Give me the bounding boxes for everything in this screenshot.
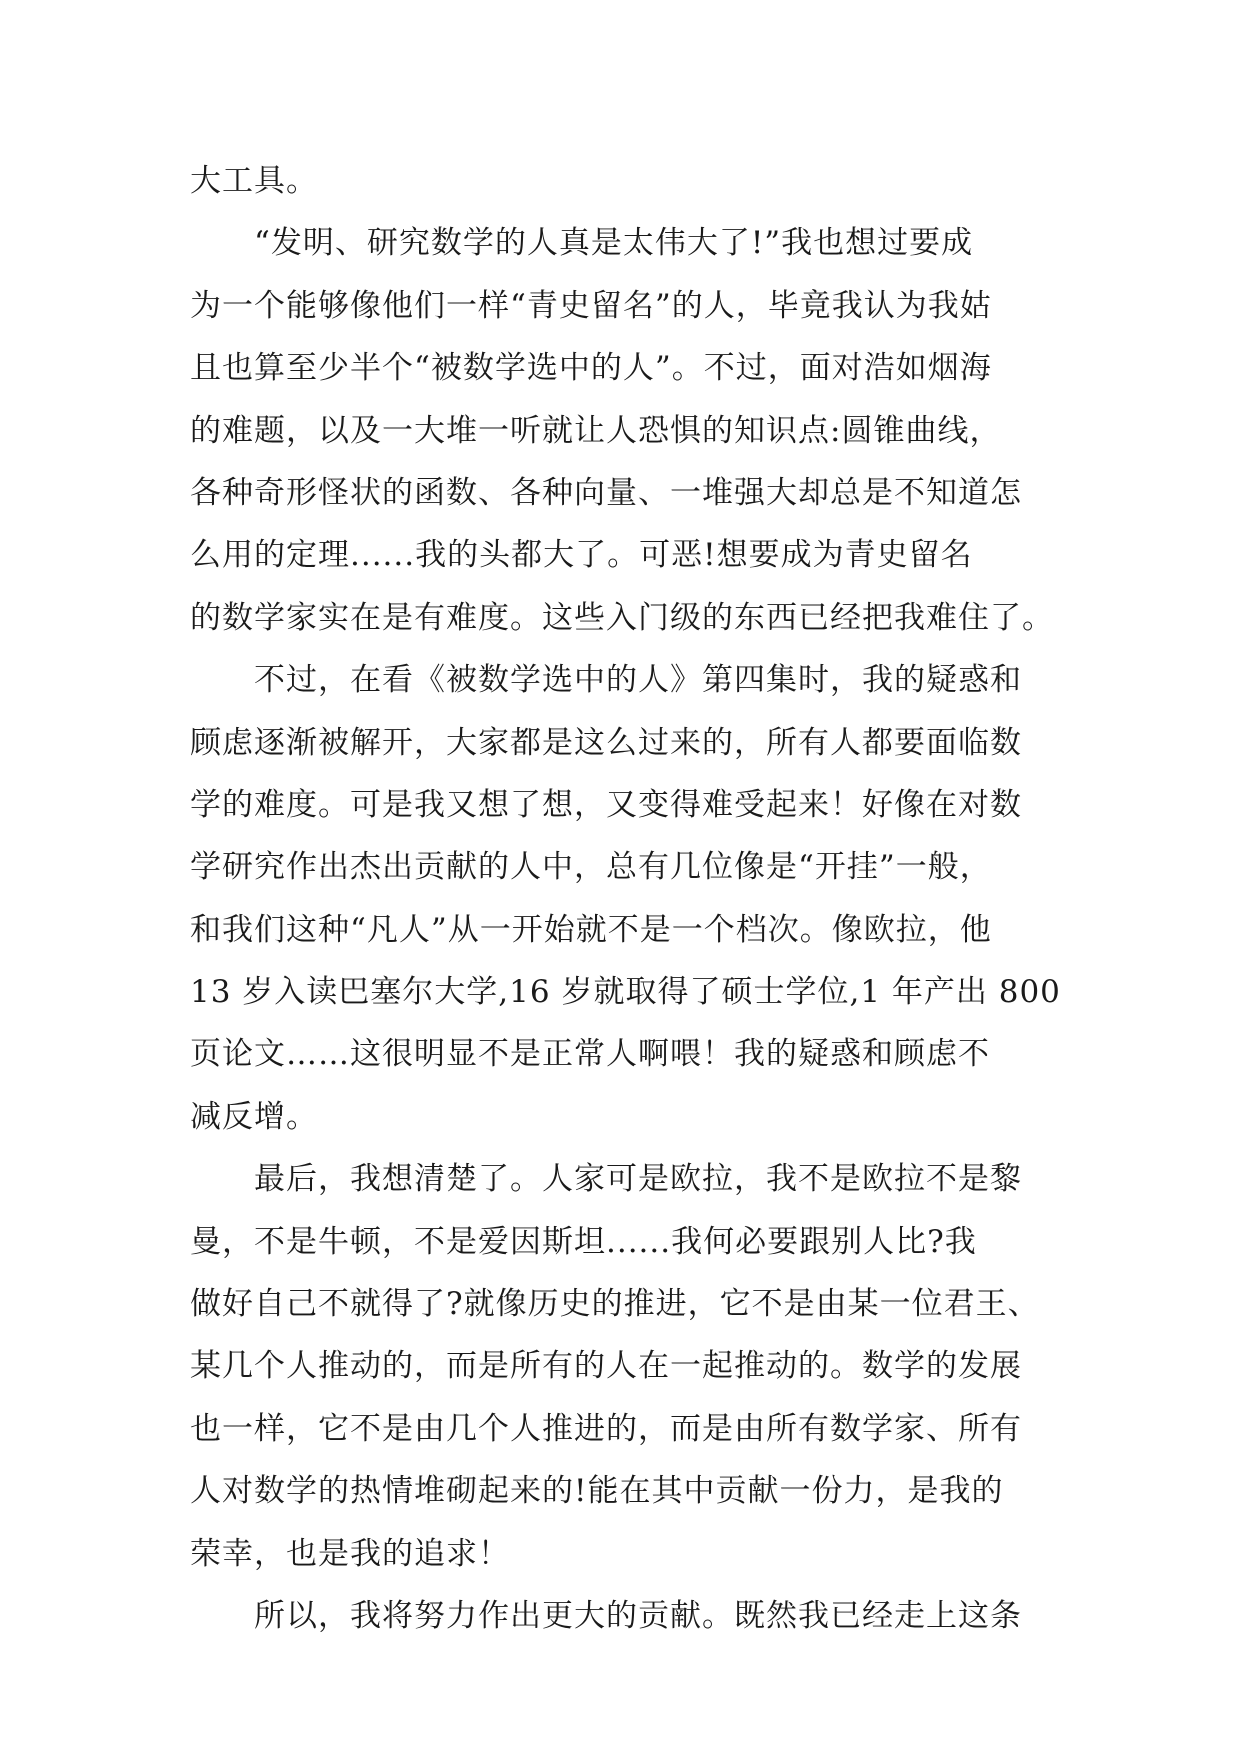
- text-line: 学的难度。可是我又想了想，又变得难受起来！好像在对数: [190, 786, 1022, 823]
- text-line: “发明、研究数学的人真是太伟大了!”我也想过要成: [190, 225, 974, 262]
- body-text: [190, 150, 1060, 1647]
- text-line: 页论文……这很明显不是正常人啊喂！我的疑惑和顾虑不: [190, 1036, 990, 1073]
- text-line: 为一个能够像他们一样“青史留名”的人，毕竟我认为我姑: [190, 287, 992, 324]
- text-line: 减反增。: [190, 1098, 318, 1135]
- text-line: 各种奇形怪状的函数、各种向量、一堆强大却总是不知道怎: [190, 474, 1022, 511]
- text-line: 做好自己不就得了?就像历史的推进，它不是由某一位君王、: [190, 1286, 1040, 1323]
- text-line: 人对数学的热情堆砌起来的!能在其中贡献一份力，是我的: [190, 1473, 1004, 1510]
- text-line: 也一样，它不是由几个人推进的，而是由所有数学家、所有: [190, 1410, 1022, 1447]
- text-line: 顾虑逐渐被解开，大家都是这么过来的，所有人都要面临数: [190, 724, 1022, 761]
- text-line: 么用的定理......我的头都大了。可恶!想要成为青史留名: [190, 537, 973, 574]
- text-line: 和我们这种“凡人”从一开始就不是一个档次。像欧拉，他: [190, 911, 992, 948]
- text-line: 的数学家实在是有难度。这些入门级的东西已经把我难住了。: [190, 599, 1054, 636]
- text-line: 大工具。: [190, 163, 318, 199]
- text-line: 且也算至少半个“被数学选中的人”。不过，面对浩如烟海: [190, 350, 992, 387]
- text-line: 荣幸，也是我的追求！: [190, 1535, 510, 1572]
- text-line: 不过，在看《被数学选中的人》第四集时，我的疑惑和: [190, 662, 1022, 699]
- text-line: 学研究作出杰出贡献的人中，总有几位像是“开挂”一般，: [190, 849, 992, 886]
- text-line: 所以，我将努力作出更大的贡献。既然我已经走上这条: [190, 1597, 1022, 1634]
- text-line: 13 岁入读巴塞尔大学,16 岁就取得了硕士学位,1 年产出 800: [190, 974, 1061, 1011]
- text-line: 最后，我想清楚了。人家可是欧拉，我不是欧拉不是黎: [190, 1161, 1022, 1198]
- text-line: 曼，不是牛顿，不是爱因斯坦......我何必要跟别人比?我: [190, 1223, 977, 1260]
- text-line: 的难题，以及一大堆一听就让人恐惧的知识点:圆锥曲线，: [190, 412, 1002, 449]
- text-line: 某几个人推动的，而是所有的人在一起推动的。数学的发展: [190, 1348, 1022, 1385]
